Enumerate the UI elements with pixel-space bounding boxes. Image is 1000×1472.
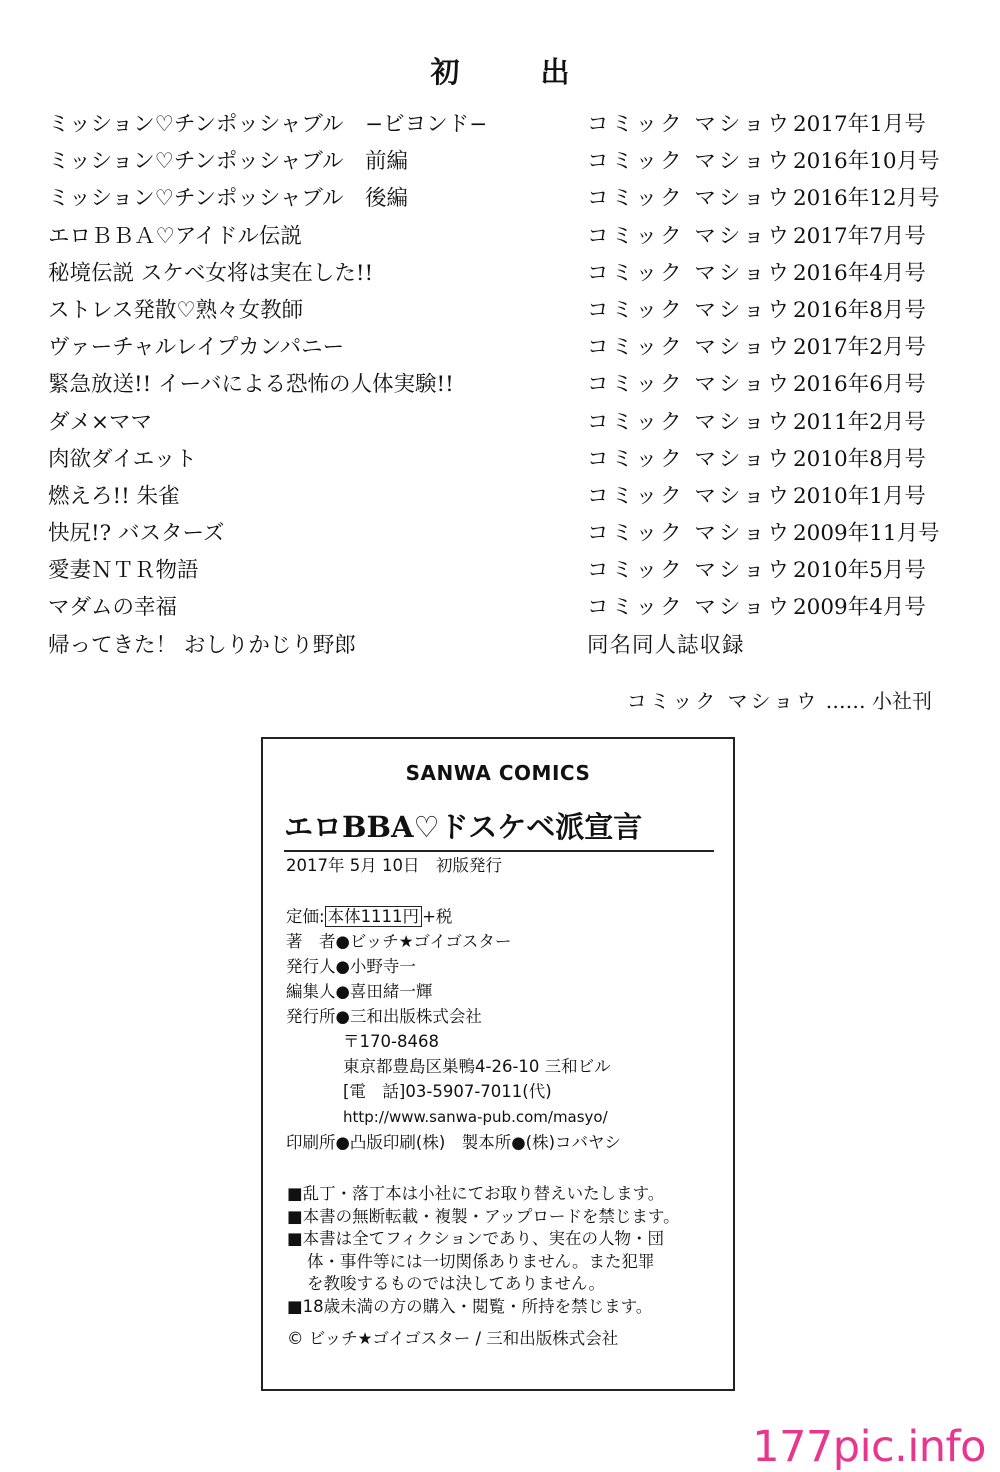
notices (287, 1183, 680, 1319)
footnote-publication: コミック マショウ (626, 689, 820, 713)
magazine-name: コミック マショウ (587, 297, 792, 323)
story-title: ミッション♡チンポッシャブル 前編 (48, 149, 409, 175)
publisher-line: 発行所●三和出版株式会社 (286, 1007, 482, 1026)
phone: [電 話]03-5907-7011(代) (343, 1082, 552, 1101)
magazine-name: コミック マショウ (587, 186, 792, 212)
list-item (48, 404, 948, 441)
list-item (48, 552, 948, 589)
notice-item: ■18歳未満の方の購入・閲覧・所持を禁じます。 (287, 1296, 653, 1316)
list-item (48, 515, 948, 552)
magazine-name: コミック マショウ (587, 558, 792, 584)
page-heading: 初 出 (430, 55, 596, 89)
notice-item: ■乱丁・落丁本は小社にてお取り替えいたします。 (287, 1184, 665, 1203)
magazine-name: コミック マショウ (587, 112, 792, 137)
first-edition-date: 2017年 5月 10日 初版発行 (286, 856, 502, 875)
price-suffix: +税 (422, 907, 453, 926)
issue-date: 2017年7月号 (793, 223, 926, 249)
notice-continuation: を教唆するものでは決してありません。 (307, 1274, 605, 1294)
list-item (48, 143, 948, 180)
notice-item: ■本書の無断転載・複製・アップロードを禁じます。 (287, 1206, 680, 1226)
issue-date: 2010年8月号 (793, 446, 926, 472)
magazine-name: コミック マショウ (587, 335, 792, 361)
list-item (48, 180, 948, 217)
price-line (286, 906, 452, 928)
list-item (48, 106, 948, 143)
magazine-name: コミック マショウ (587, 483, 792, 509)
site-watermark: 177pic.info (752, 1422, 986, 1472)
issue-date: 2009年4月号 (793, 595, 926, 621)
issue-date: 2017年1月号 (793, 112, 926, 137)
issue-date: 2016年10月号 (793, 149, 940, 175)
story-title: ストレス発散♡熟々女教師 (48, 297, 304, 323)
issuer-line: 発行人●小野寺一 (286, 957, 416, 976)
list-item (48, 627, 948, 664)
magazine-name: コミック マショウ (587, 372, 792, 398)
story-title: 秘境伝説 スケベ女将は実在した!! (48, 260, 374, 286)
issue-date: 2010年5月号 (793, 558, 926, 584)
price-value: 本体1111円 (325, 906, 423, 927)
story-title: マダムの幸福 (48, 595, 178, 621)
story-title: 快尻!? バスターズ (48, 521, 225, 547)
list-item (48, 218, 948, 255)
first-appearance-list (48, 106, 948, 664)
magazine-name: コミック マショウ (587, 260, 792, 286)
notice-continuation: 体・事件等には一切関係ありません。また犯罪 (307, 1251, 655, 1271)
issue-date: 2016年4月号 (793, 260, 926, 286)
website-url: http://www.sanwa-pub.com/masyo/ (343, 1108, 608, 1126)
issue-date: 2016年6月号 (793, 372, 926, 398)
footnote-publisher: 小社刊 (872, 689, 932, 713)
issue-date: 2017年2月号 (793, 335, 926, 361)
list-item (48, 478, 948, 515)
list-item (48, 589, 948, 626)
magazine-name: コミック マショウ (587, 149, 792, 175)
issue-date: 2016年8月号 (793, 297, 926, 323)
issue-date: 2016年12月号 (793, 186, 940, 212)
issue-date: 2009年11月号 (793, 521, 940, 547)
author-line: 著 者●ビッチ★ゴイゴスター (286, 932, 512, 951)
list-item (48, 366, 948, 403)
copyright-line: © ビッチ★ゴイゴスター / 三和出版株式会社 (287, 1329, 619, 1348)
list-item (48, 329, 948, 366)
book-title: エロBBA♡ドスケベ派宣言 (284, 805, 714, 852)
list-item (48, 441, 948, 478)
magazine-name: コミック マショウ (587, 446, 792, 472)
publisher-footnote (627, 685, 932, 714)
story-title: ヴァーチャルレイプカンパニー (48, 335, 345, 361)
story-title: ミッション♡チンポッシャブル 後編 (48, 186, 409, 212)
issue-date: 2011年2月号 (793, 409, 926, 435)
series-name: SANWA COMICS (405, 761, 591, 785)
story-title: ダメ×ママ (48, 409, 153, 435)
story-title: 燃えろ!! 朱雀 (48, 483, 180, 509)
postal-code: 〒170-8468 (343, 1032, 439, 1051)
magazine-name: コミック マショウ (587, 223, 792, 249)
list-item (48, 255, 948, 292)
address: 東京都豊島区巣鴨4-26-10 三和ビル (343, 1057, 611, 1076)
magazine-name: コミック マショウ (587, 409, 792, 435)
printer-line: 印刷所●凸版印刷(株) 製本所●(株)コバヤシ (286, 1133, 621, 1152)
magazine-name: 同名同人誌収録 (587, 632, 745, 658)
footnote-dots: …… (825, 689, 866, 713)
story-title: エロＢＢＡ♡アイドル伝説 (48, 223, 302, 249)
story-title: 緊急放送!! イーバによる恐怖の人体実験!! (48, 372, 454, 398)
list-item (48, 292, 948, 329)
colophon-box (261, 737, 735, 1391)
story-title: ミッション♡チンポッシャブル −ビヨンド− (48, 112, 488, 137)
story-title: 愛妻ＮＴＲ物語 (48, 558, 199, 584)
price-label: 定価: (286, 907, 325, 926)
notice-item: ■本書は全てフィクションであり、実在の人物・団 (287, 1229, 664, 1249)
magazine-name: コミック マショウ (587, 521, 792, 547)
issue-date: 2010年1月号 (793, 483, 926, 509)
story-title: 肉欲ダイエット (48, 446, 197, 472)
magazine-name: コミック マショウ (587, 595, 792, 621)
editor-line: 編集人●喜田緒一輝 (286, 982, 433, 1001)
story-title: 帰ってきた！ おしりかじり野郎 (48, 632, 356, 658)
